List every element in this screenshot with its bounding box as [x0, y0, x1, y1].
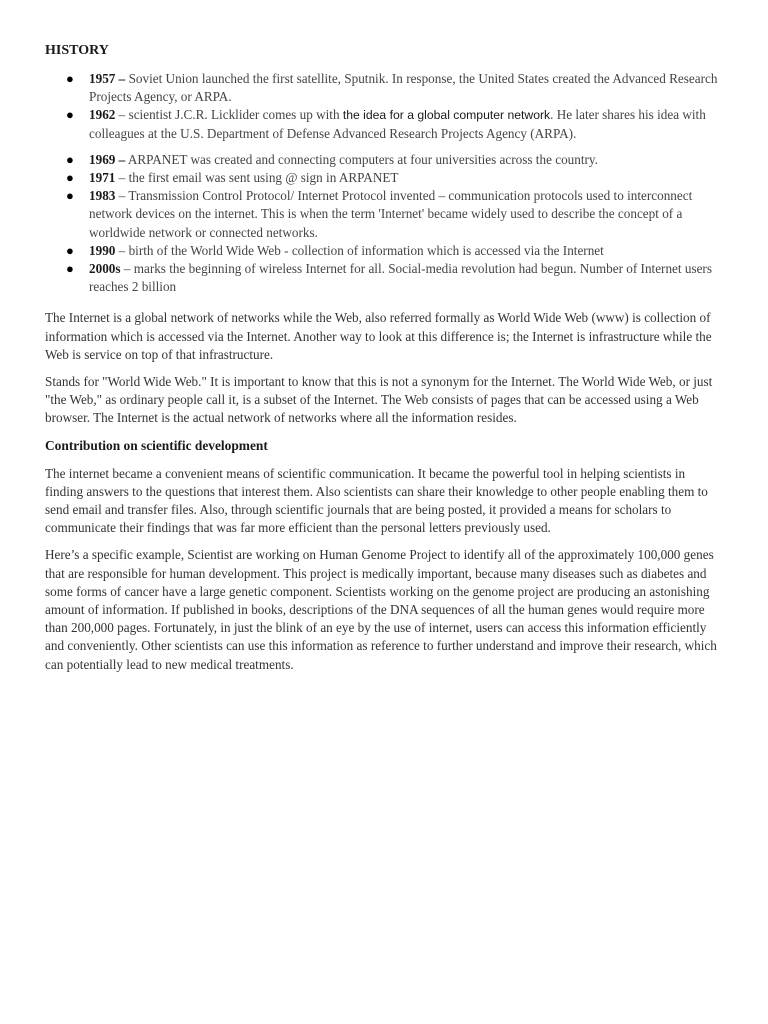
bullet-icon: ● [66, 107, 74, 123]
timeline-text: . He later shares his idea with colleagues at the U.S. Department of Defense Advanced Research Projects Agency (ARPA). [89, 107, 706, 141]
timeline-item-1990 [45, 242, 725, 260]
timeline-item-1969 [45, 151, 725, 169]
bullet-icon: ● [66, 242, 74, 258]
timeline-text: – scientist J.C.R. Licklider comes up with [115, 107, 343, 123]
timeline-item-1962 [45, 106, 725, 142]
timeline-year: 2000s [89, 261, 121, 277]
contribution-paragraph-1: The internet became a convenient means of scientific communication. It became the powerful tool in helping scientists in finding answers to the questions that interest them. Also scientists can share their knowledge to other people enabling them to send email and transfer files. Also, through scientific journals that are being posted, it provided a means for scholars to communicate their findings that was far more efficient than the personal letters previously used. [45, 465, 708, 536]
timeline-text: ARPANET was created and connecting computers at four universities across the country. [125, 151, 598, 167]
bullet-icon: ● [66, 71, 74, 86]
contribution-heading: Contribution on scientific development [45, 437, 268, 453]
contribution-paragraph-2: Here’s a specific example, Scientist are working on Human Genome Project to identify all of the approximately 100,000 genes that are responsible for human development. This project is medically important, because many diseases such as diabetes and some forms of cancer have a large genetic component. Scientists working on the genome project are producing an astonishing amount of information. If published in books, descriptions of the DNA sequences of all the human genes would require more than 200,000 pages. Fortunately, in just the blink of an eye by the use of internet, users can access this information efficiently and conveniently. Other scientists can use this information as reference to further understand and improve their research, which can potentially lead to new medical treatments. [45, 547, 717, 672]
timeline-year: 1969 – [89, 151, 126, 167]
timeline-year: 1971 [89, 170, 116, 186]
timeline-item-2000s [45, 260, 725, 296]
internet-vs-web-paragraph: The Internet is a global network of networks while the Web, also referred formally as World Wide Web (www) is collection of information which is accessed via the Internet. Another way to look at this difference is; the Internet is infrastructure while the Web is service on top of that infrastructure. [45, 310, 712, 362]
history-heading: HISTORY [45, 43, 109, 58]
history-timeline [45, 70, 725, 296]
document-page [45, 42, 725, 683]
timeline-text: – birth of the World Wide Web - collection of information which is accessed via the Internet [115, 242, 604, 258]
timeline-year: 1990 [89, 242, 116, 258]
bullet-icon: ● [66, 188, 74, 204]
timeline-text: – Transmission Control Protocol/ Internet Protocol invented – communication protocols used to interconnect network devices on the internet. This is when the term 'Internet' became widely used to describe the concept of a worldwide network or connected networks. [89, 188, 693, 240]
timeline-year: 1962 [89, 107, 116, 123]
timeline-year: 1983 [89, 188, 116, 204]
www-definition-paragraph: Stands for "World Wide Web." It is important to know that this is not a synonym for the Internet. The World Wide Web, or just "the Web," as ordinary people call it, is a subset of the Internet. The Web consists of pages that can be accessed using a Web browser. The Internet is the actual network of networks where all the information resides. [45, 374, 713, 426]
bullet-icon: ● [66, 151, 74, 167]
timeline-text: Soviet Union launched the first satellite, Sputnik. In response, the United States created the Advanced Research Projects Agency, or ARPA. [89, 71, 718, 105]
bullet-icon: ● [66, 261, 74, 277]
timeline-item-1971 [45, 169, 725, 187]
bullet-icon: ● [66, 170, 74, 186]
timeline-highlight: the idea for a global computer network [342, 108, 551, 123]
timeline-text: – the first email was sent using @ sign in ARPANET [115, 170, 399, 186]
timeline-item-1983 [45, 187, 725, 242]
timeline-text: – marks the beginning of wireless Internet for all. Social-media revolution had begun. Number of Internet users reaches 2 billion [89, 261, 712, 295]
timeline-item-1957 [45, 70, 725, 106]
timeline-year: 1957 – [89, 71, 126, 86]
